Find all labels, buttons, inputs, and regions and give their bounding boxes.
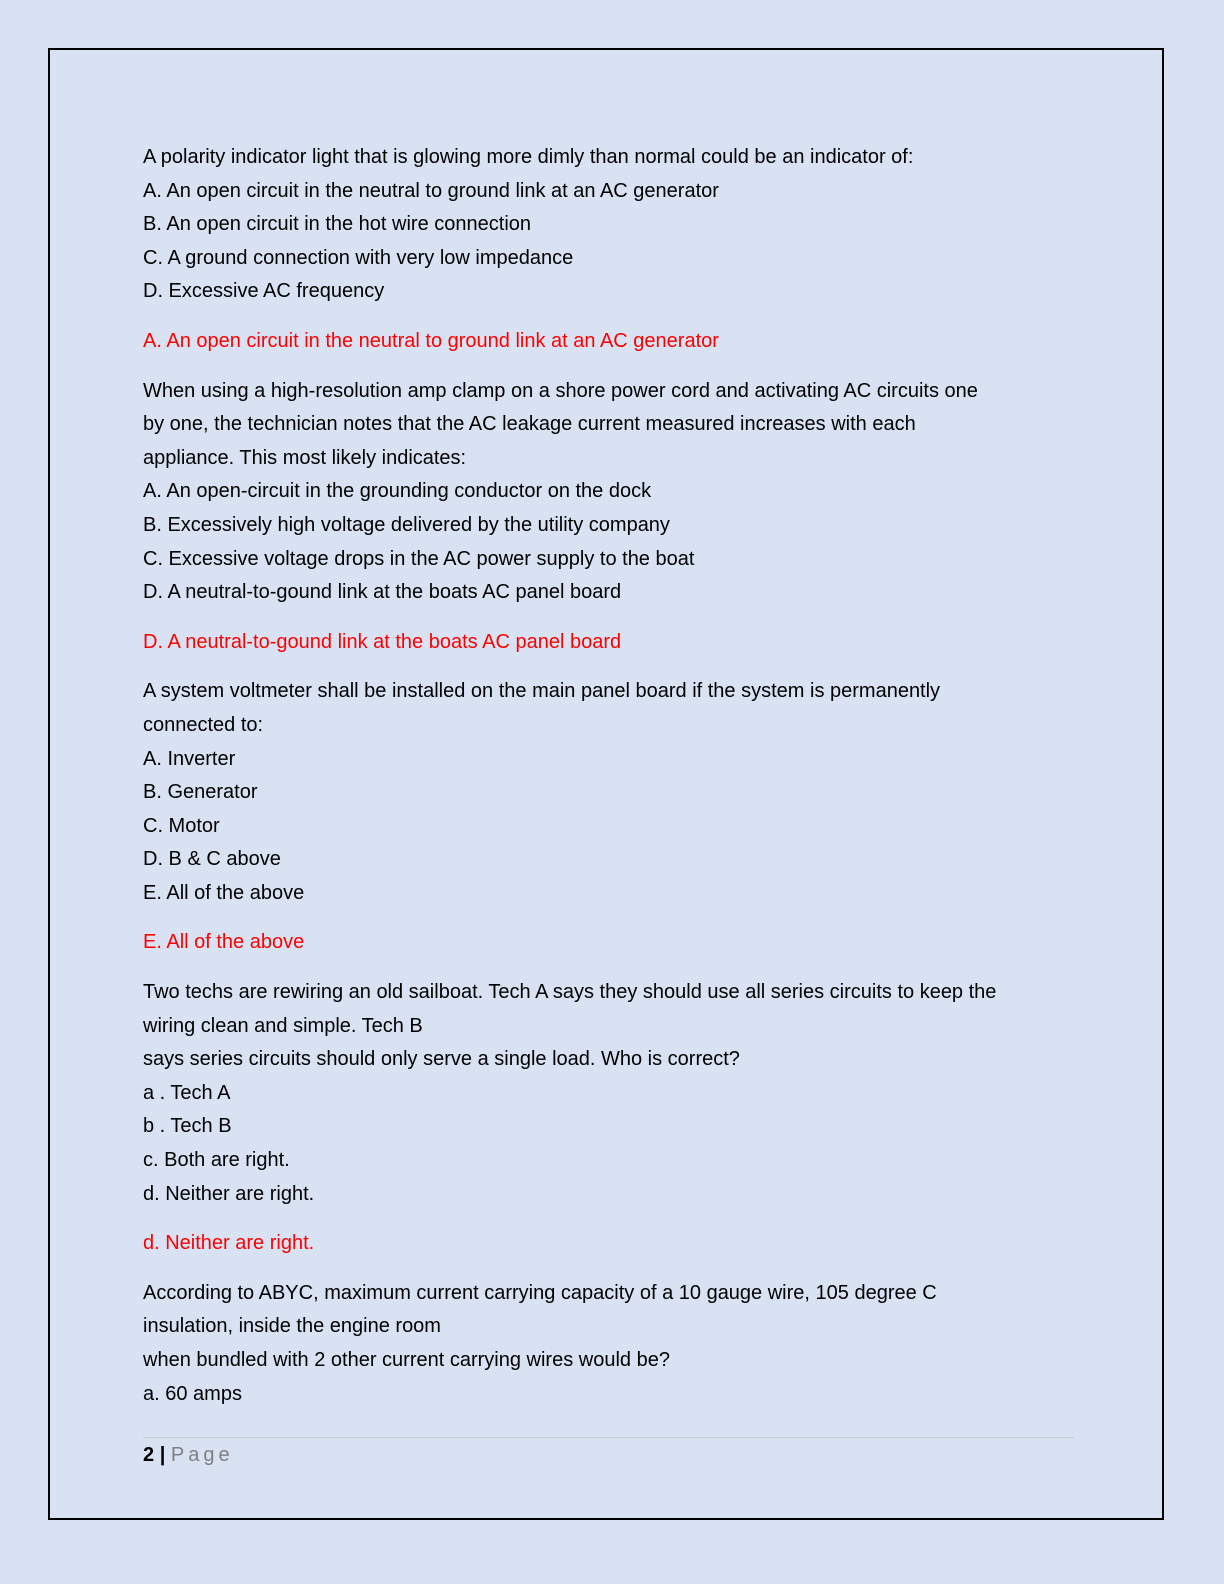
- option-d: D. B & C above: [143, 848, 281, 871]
- question-stem: wiring clean and simple. Tech B: [143, 1014, 423, 1037]
- answer: d. Neither are right.: [143, 1232, 315, 1255]
- question-stem: insulation, inside the engine room: [143, 1315, 441, 1338]
- question-stem: According to ABYC, maximum current carrying capacity of a 10 gauge wire, 105 degree C: [143, 1281, 937, 1304]
- option-a: A. An open circuit in the neutral to ground link at an AC generator: [143, 179, 719, 202]
- question-block: [143, 375, 1078, 660]
- footer-separator: |: [159, 1444, 166, 1466]
- option-c: C. Excessive voltage drops in the AC power supply to the boat: [143, 547, 695, 570]
- option-a: A. An open-circuit in the grounding conductor on the dock: [143, 480, 652, 503]
- option-c: c. Both are right.: [143, 1149, 290, 1172]
- option-d: D. Excessive AC frequency: [143, 280, 385, 303]
- page-number: 2: [143, 1444, 155, 1466]
- question-block: [143, 675, 1078, 960]
- answer: A. An open circuit in the neutral to ground link at an AC generator: [143, 329, 719, 352]
- page-label: Page: [170, 1444, 234, 1466]
- option-b: B. Excessively high voltage delivered by the utility company: [143, 513, 670, 536]
- option-c: C. Motor: [143, 814, 220, 837]
- question-stem: appliance. This most likely indicates:: [143, 446, 467, 469]
- option-e: E. All of the above: [143, 881, 305, 904]
- question-stem: A system voltmeter shall be installed on the main panel board if the system is permanently: [143, 680, 941, 703]
- question-stem: by one, the technician notes that the AC leakage current measured increases with each: [143, 413, 916, 436]
- document-body: [143, 141, 1078, 1411]
- option-d: d. Neither are right.: [143, 1182, 315, 1205]
- option-b: B. An open circuit in the hot wire connection: [143, 213, 532, 236]
- question-stem: When using a high-resolution amp clamp on a shore power cord and activating AC circuits one: [143, 379, 978, 402]
- answer: E. All of the above: [143, 931, 305, 954]
- question-block: [143, 1277, 1078, 1411]
- question-stem: A polarity indicator light that is glowing more dimly than normal could be an indicator of:: [143, 146, 914, 168]
- page-footer: [143, 1437, 1074, 1470]
- question-stem: Two techs are rewiring an old sailboat. Tech A says they should use all series circuits to keep the: [143, 981, 997, 1004]
- option-b: b . Tech B: [143, 1115, 232, 1138]
- question-stem: when bundled with 2 other current carrying wires would be?: [143, 1349, 670, 1371]
- question-block: [143, 976, 1078, 1261]
- question-stem: says series circuits should only serve a single load. Who is correct?: [143, 1048, 740, 1071]
- option-a: a . Tech A: [143, 1081, 231, 1104]
- option-a: a. 60 amps: [143, 1382, 242, 1405]
- option-d: D. A neutral-to-gound link at the boats AC panel board: [143, 581, 622, 604]
- option-c: C. A ground connection with very low impedance: [143, 246, 574, 269]
- option-a: A. Inverter: [143, 747, 236, 770]
- question-stem: connected to:: [143, 713, 264, 736]
- option-b: B. Generator: [143, 781, 258, 804]
- question-block: [143, 141, 1078, 359]
- answer: D. A neutral-to-gound link at the boats AC panel board: [143, 630, 622, 653]
